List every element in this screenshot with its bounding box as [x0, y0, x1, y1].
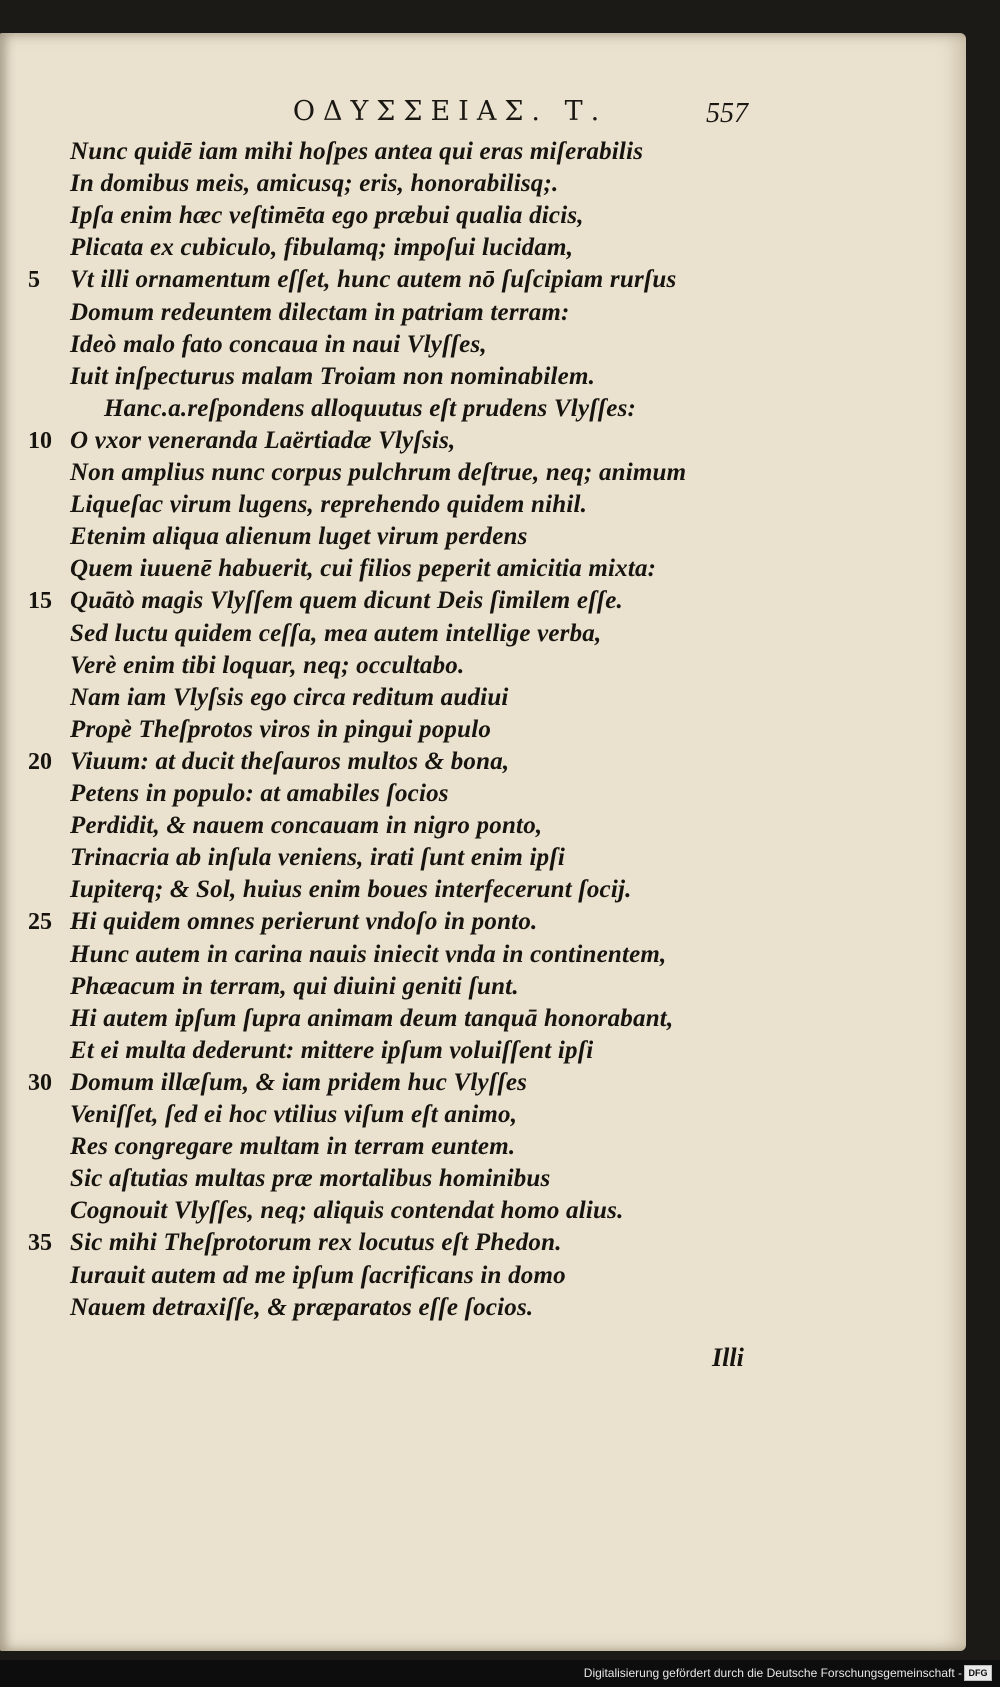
verse-line: Verè enim tibi loquar, neq; occultabo. [70, 652, 465, 679]
digitization-footer [0, 1660, 1000, 1687]
verse-line: Nunc quidē iam mihi hoſpes antea qui eras miſerabilis [70, 138, 644, 165]
verse-line: Veniſſet, ſed ei hoc vtilius viſum eſt animo, [70, 1101, 518, 1128]
verse-line: Plicata ex cubiculo, fibulamq; impoſui lucidam, [70, 234, 574, 261]
line-number: 5 [28, 267, 40, 293]
verse-line: Sic aſtutias multas præ mortalibus hominibus [70, 1165, 551, 1192]
verse-line: Cognouit Vlyſſes, neq; aliquis contendat homo alius. [70, 1197, 624, 1224]
verse-line: Res congregare multam in terram euntem. [70, 1133, 516, 1160]
page-header [0, 96, 966, 136]
verse-line: Hi autem ipſum ſupra animam deum tanquā honorabant, [70, 1005, 674, 1032]
verse-line: Nam iam Vlyſsis ego circa reditum audiui [70, 684, 509, 711]
line-number: 20 [28, 749, 52, 775]
verse-line: Domum illæſum, & iam pridem huc Vlyſſes [70, 1069, 528, 1096]
page-number: 557 [706, 98, 748, 129]
verse-line: Non amplius nunc corpus pulchrum deſtrue, neq; animum [70, 459, 687, 486]
verse-line: Ideò malo fato concaua in naui Vlyſſes, [70, 331, 487, 358]
catchword: Illi [712, 1343, 744, 1372]
verse-line: Petens in populo: at amabiles ſocios [70, 780, 449, 807]
verse-line: Etenim aliqua alienum luget virum perdens [70, 523, 528, 550]
line-number: 25 [28, 909, 52, 935]
verse-line: Sed luctu quidem ceſſa, mea autem intellige verba, [70, 620, 602, 647]
verse-line: Quem iuuenē habuerit, cui filios peperit amicitia mixta: [70, 555, 657, 582]
verse-line: Hi quidem omnes perierunt vndoſo in ponto. [70, 908, 538, 935]
dfg-logo-icon: DFG [964, 1665, 992, 1681]
verse-line: Phæacum in terram, qui diuini geniti ſunt. [70, 973, 519, 1000]
verse-line: Iuit inſpecturus malam Troiam non nominabilem. [70, 363, 596, 390]
verse-line: Hunc autem in carina nauis iniecit vnda in continentem, [70, 941, 667, 968]
verse-line: Et ei multa dederunt: mittere ipſum voluiſſent ipſi [70, 1037, 594, 1064]
verse-line: Propè Theſprotos viros in pingui populo [70, 716, 492, 743]
line-number: 35 [28, 1230, 52, 1256]
verse-line: Nauem detraxiſſe, & præparatos eſſe ſocios. [70, 1294, 534, 1321]
footer-credit: Digitalisierung gefördert durch die Deutsche Forschungsgemeinschaft - [583, 1666, 962, 1680]
verse-line: In domibus meis, amicusq; eris, honorabilisq;. [70, 170, 559, 197]
line-number: 15 [28, 588, 52, 614]
running-title: ΟΔΥΣΣΕΙΑΣ. Τ. [292, 96, 608, 127]
verse-line: Hanc.a.reſpondens alloquutus eſt prudens Vlyſſes: [104, 395, 637, 422]
verse-line: Iupiterq; & Sol, huius enim boues interfecerunt ſocij. [70, 876, 632, 903]
verse-line: Iurauit autem ad me ipſum ſacrificans in domo [70, 1262, 566, 1289]
verse-line: Liqueſac virum lugens, reprehendo quidem nihil. [70, 491, 588, 518]
verse-line: Quātò magis Vlyſſem quem dicunt Deis ſimilem eſſe. [70, 587, 623, 614]
verse-line: Vt illi ornamentum eſſet, hunc autem nō ſuſcipiam rurſus [70, 266, 677, 293]
verse-line: Perdidit, & nauem concauam in nigro ponto, [70, 812, 543, 839]
verse-line: Domum redeuntem dilectam in patriam terram: [70, 299, 570, 326]
verse-line: Ipſa enim hæc veſtimēta ego præbui qualia dicis, [70, 202, 584, 229]
verse-line: Trinacria ab inſula veniens, irati ſunt enim ipſi [70, 844, 566, 871]
line-number: 30 [28, 1070, 52, 1096]
verse-line: Viuum: at ducit theſauros multos & bona, [70, 748, 510, 775]
verse-line: Sic mihi Theſprotorum rex locutus eſt Phedon. [70, 1229, 562, 1256]
verse-line: O vxor veneranda Laërtiadæ Vlyſsis, [70, 427, 456, 454]
line-number: 10 [28, 428, 52, 454]
